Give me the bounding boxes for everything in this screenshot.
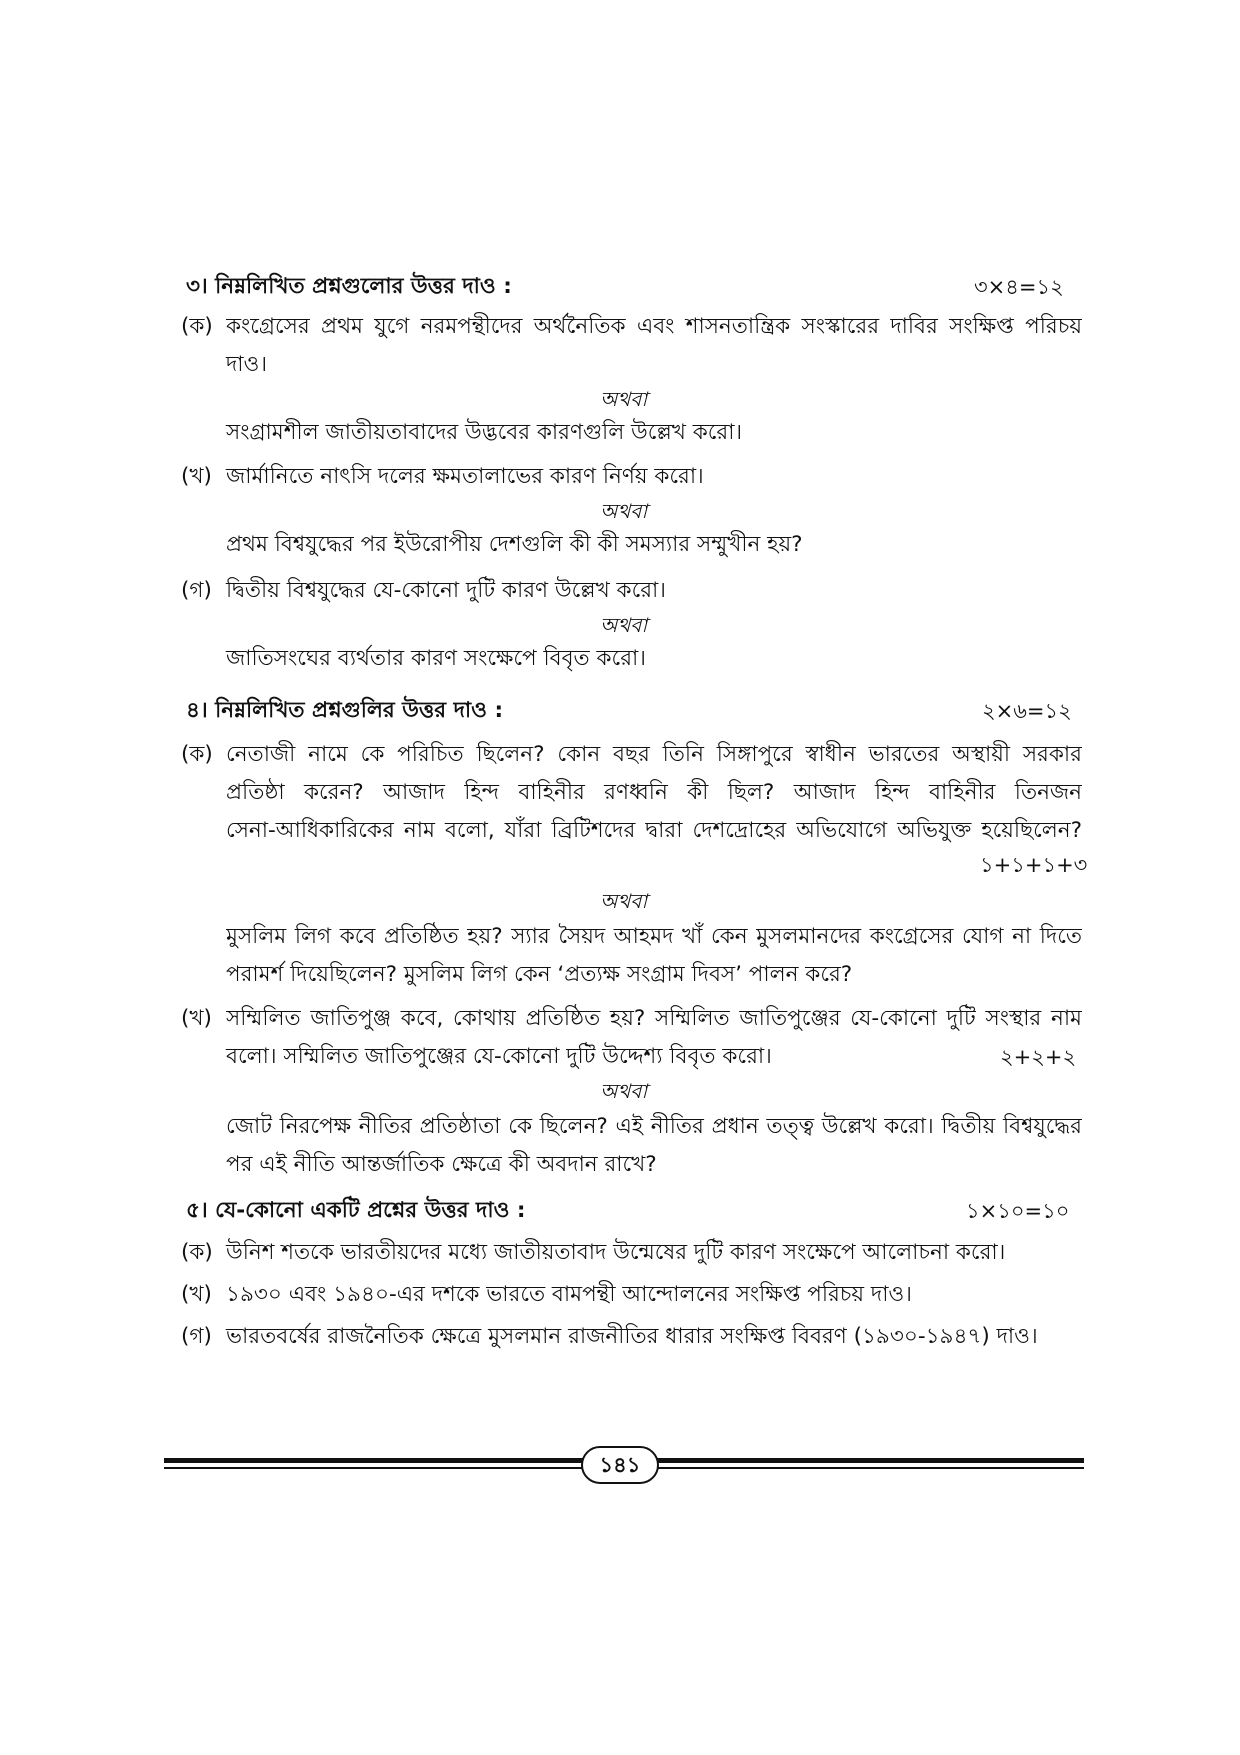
q4-marks: ২×৬=১২ xyxy=(982,699,1072,723)
q4-a-line2: প্রতিষ্ঠা করেন? আজাদ হিন্দ বাহিনীর রণধ্বনি কী ছিল? আজাদ হিন্দ বাহিনীর তিনজন xyxy=(226,780,1082,805)
q4-a-marks: ১+১+১+৩ xyxy=(980,853,1088,877)
q4-b-marks: ২+২+২ xyxy=(1000,1045,1077,1069)
q3-or-2: অথবা xyxy=(600,499,648,523)
q4-heading: ৪। নিম্নলিখিত প্রশ্নগুলির উত্তর দাও : xyxy=(186,698,504,723)
q3-a-label: (ক) xyxy=(181,314,213,339)
q3-b-label: (খ) xyxy=(181,464,212,489)
q3-c-label: (গ) xyxy=(181,578,212,603)
q5-c-label: (গ) xyxy=(181,1324,212,1349)
q4-b-line1: সম্মিলিত জাতিপুঞ্জ কবে, কোথায় প্রতিষ্ঠিত হয়? সম্মিলিত জাতিপুঞ্জের যে-কোনো দুটি সংস্থার নাম xyxy=(226,1006,1082,1031)
q4-or-2: অথবা xyxy=(600,1079,648,1103)
q5-a-label: (ক) xyxy=(181,1240,213,1265)
q5-c-text: ভারতবর্ষের রাজনৈতিক ক্ষেত্রে মুসলমান রাজনীতির ধারার সংক্ষিপ্ত বিবরণ (১৯৩০-১৯৪৭) দাও। xyxy=(226,1324,1038,1349)
q5-b-text: ১৯৩০ এবং ১৯৪০-এর দশকে ভারতে বামপন্থী আন্দোলনের সংক্ষিপ্ত পরিচয় দাও। xyxy=(226,1282,912,1307)
q4-a-line3: সেনা-আধিকারিকের নাম বলো, যাঁরা ব্রিটিশদের দ্বারা দেশদ্রোহের অভিযোগে অভিযুক্ত হয়েছিলেন? xyxy=(226,818,1082,843)
q4-b-label: (খ) xyxy=(181,1006,212,1031)
q3-c-alt: জাতিসংঘের ব্যর্থতার কারণ সংক্ষেপে বিবৃত করো। xyxy=(226,646,646,671)
q5-marks: ১×১০=১০ xyxy=(966,1199,1070,1223)
q4-a-line1: নেতাজী নামে কে পরিচিত ছিলেন? কোন বছর তিনি সিঙ্গাপুরে স্বাধীন ভারতের অস্থায়ী সরকার xyxy=(226,742,1082,767)
q5-b-label: (খ) xyxy=(181,1282,212,1307)
q3-or-1: অথবা xyxy=(600,387,648,411)
q4-b-alt-line1: জোট নিরপেক্ষ নীতির প্রতিষ্ঠাতা কে ছিলেন? এই নীতির প্রধান তত্ত্ব উল্লেখ করো। দ্বিতীয় বিশ্বযুদ্ধের xyxy=(226,1114,1082,1139)
q4-a-label: (ক) xyxy=(181,742,213,767)
q4-or-1: অথবা xyxy=(600,889,648,913)
q3-heading: ৩। নিম্নলিখিত প্রশ্নগুলোর উত্তর দাও : xyxy=(186,274,512,299)
q4-a-alt-line2: পরামর্শ দিয়েছিলেন? মুসলিম লিগ কেন ‘প্রত্যক্ষ সংগ্রাম দিবস’ পালন করে? xyxy=(226,962,853,987)
page-number: ১৪১ xyxy=(581,1446,659,1484)
q3-a-line2: দাও। xyxy=(226,352,268,377)
q3-a-line1: কংগ্রেসের প্রথম যুগে নরমপন্থীদের অর্থনৈতিক এবং শাসনতান্ত্রিক সংস্কারের দাবির সংক্ষিপ্ত পরিচয় xyxy=(226,314,1082,339)
q4-a-alt-line1: মুসলিম লিগ কবে প্রতিষ্ঠিত হয়? স্যার সৈয়দ আহমদ খাঁ কেন মুসলমানদের কংগ্রেসের যোগ না দিতে xyxy=(226,924,1082,949)
q5-heading: ৫। যে-কোনো একটি প্রশ্নের উত্তর দাও : xyxy=(186,1198,526,1223)
q4-b-line2: বলো। সম্মিলিত জাতিপুঞ্জের যে-কোনো দুটি উদ্দেশ্য বিবৃত করো। xyxy=(226,1044,772,1069)
q3-b-alt: প্রথম বিশ্বযুদ্ধের পর ইউরোপীয় দেশগুলি কী কী সমস্যার সম্মুখীন হয়? xyxy=(226,532,803,557)
q3-c-text: দ্বিতীয় বিশ্বযুদ্ধের যে-কোনো দুটি কারণ উল্লেখ করো। xyxy=(226,578,666,603)
q3-a-alt: সংগ্রামশীল জাতীয়তাবাদের উদ্ভবের কারণগুলি উল্লেখ করো। xyxy=(226,420,743,445)
q3-or-3: অথবা xyxy=(600,613,648,637)
q5-a-text: উনিশ শতকে ভারতীয়দের মধ্যে জাতীয়তাবাদ উন্মেষের দুটি কারণ সংক্ষেপে আলোচনা করো। xyxy=(226,1240,1006,1265)
q3-b-text: জার্মানিতে নাৎসি দলের ক্ষমতালাভের কারণ নির্ণয় করো। xyxy=(226,464,704,489)
q3-marks: ৩×৪=১২ xyxy=(974,275,1064,299)
q4-b-alt-line2: পর এই নীতি আন্তর্জাতিক ক্ষেত্রে কী অবদান রাখে? xyxy=(226,1152,657,1177)
